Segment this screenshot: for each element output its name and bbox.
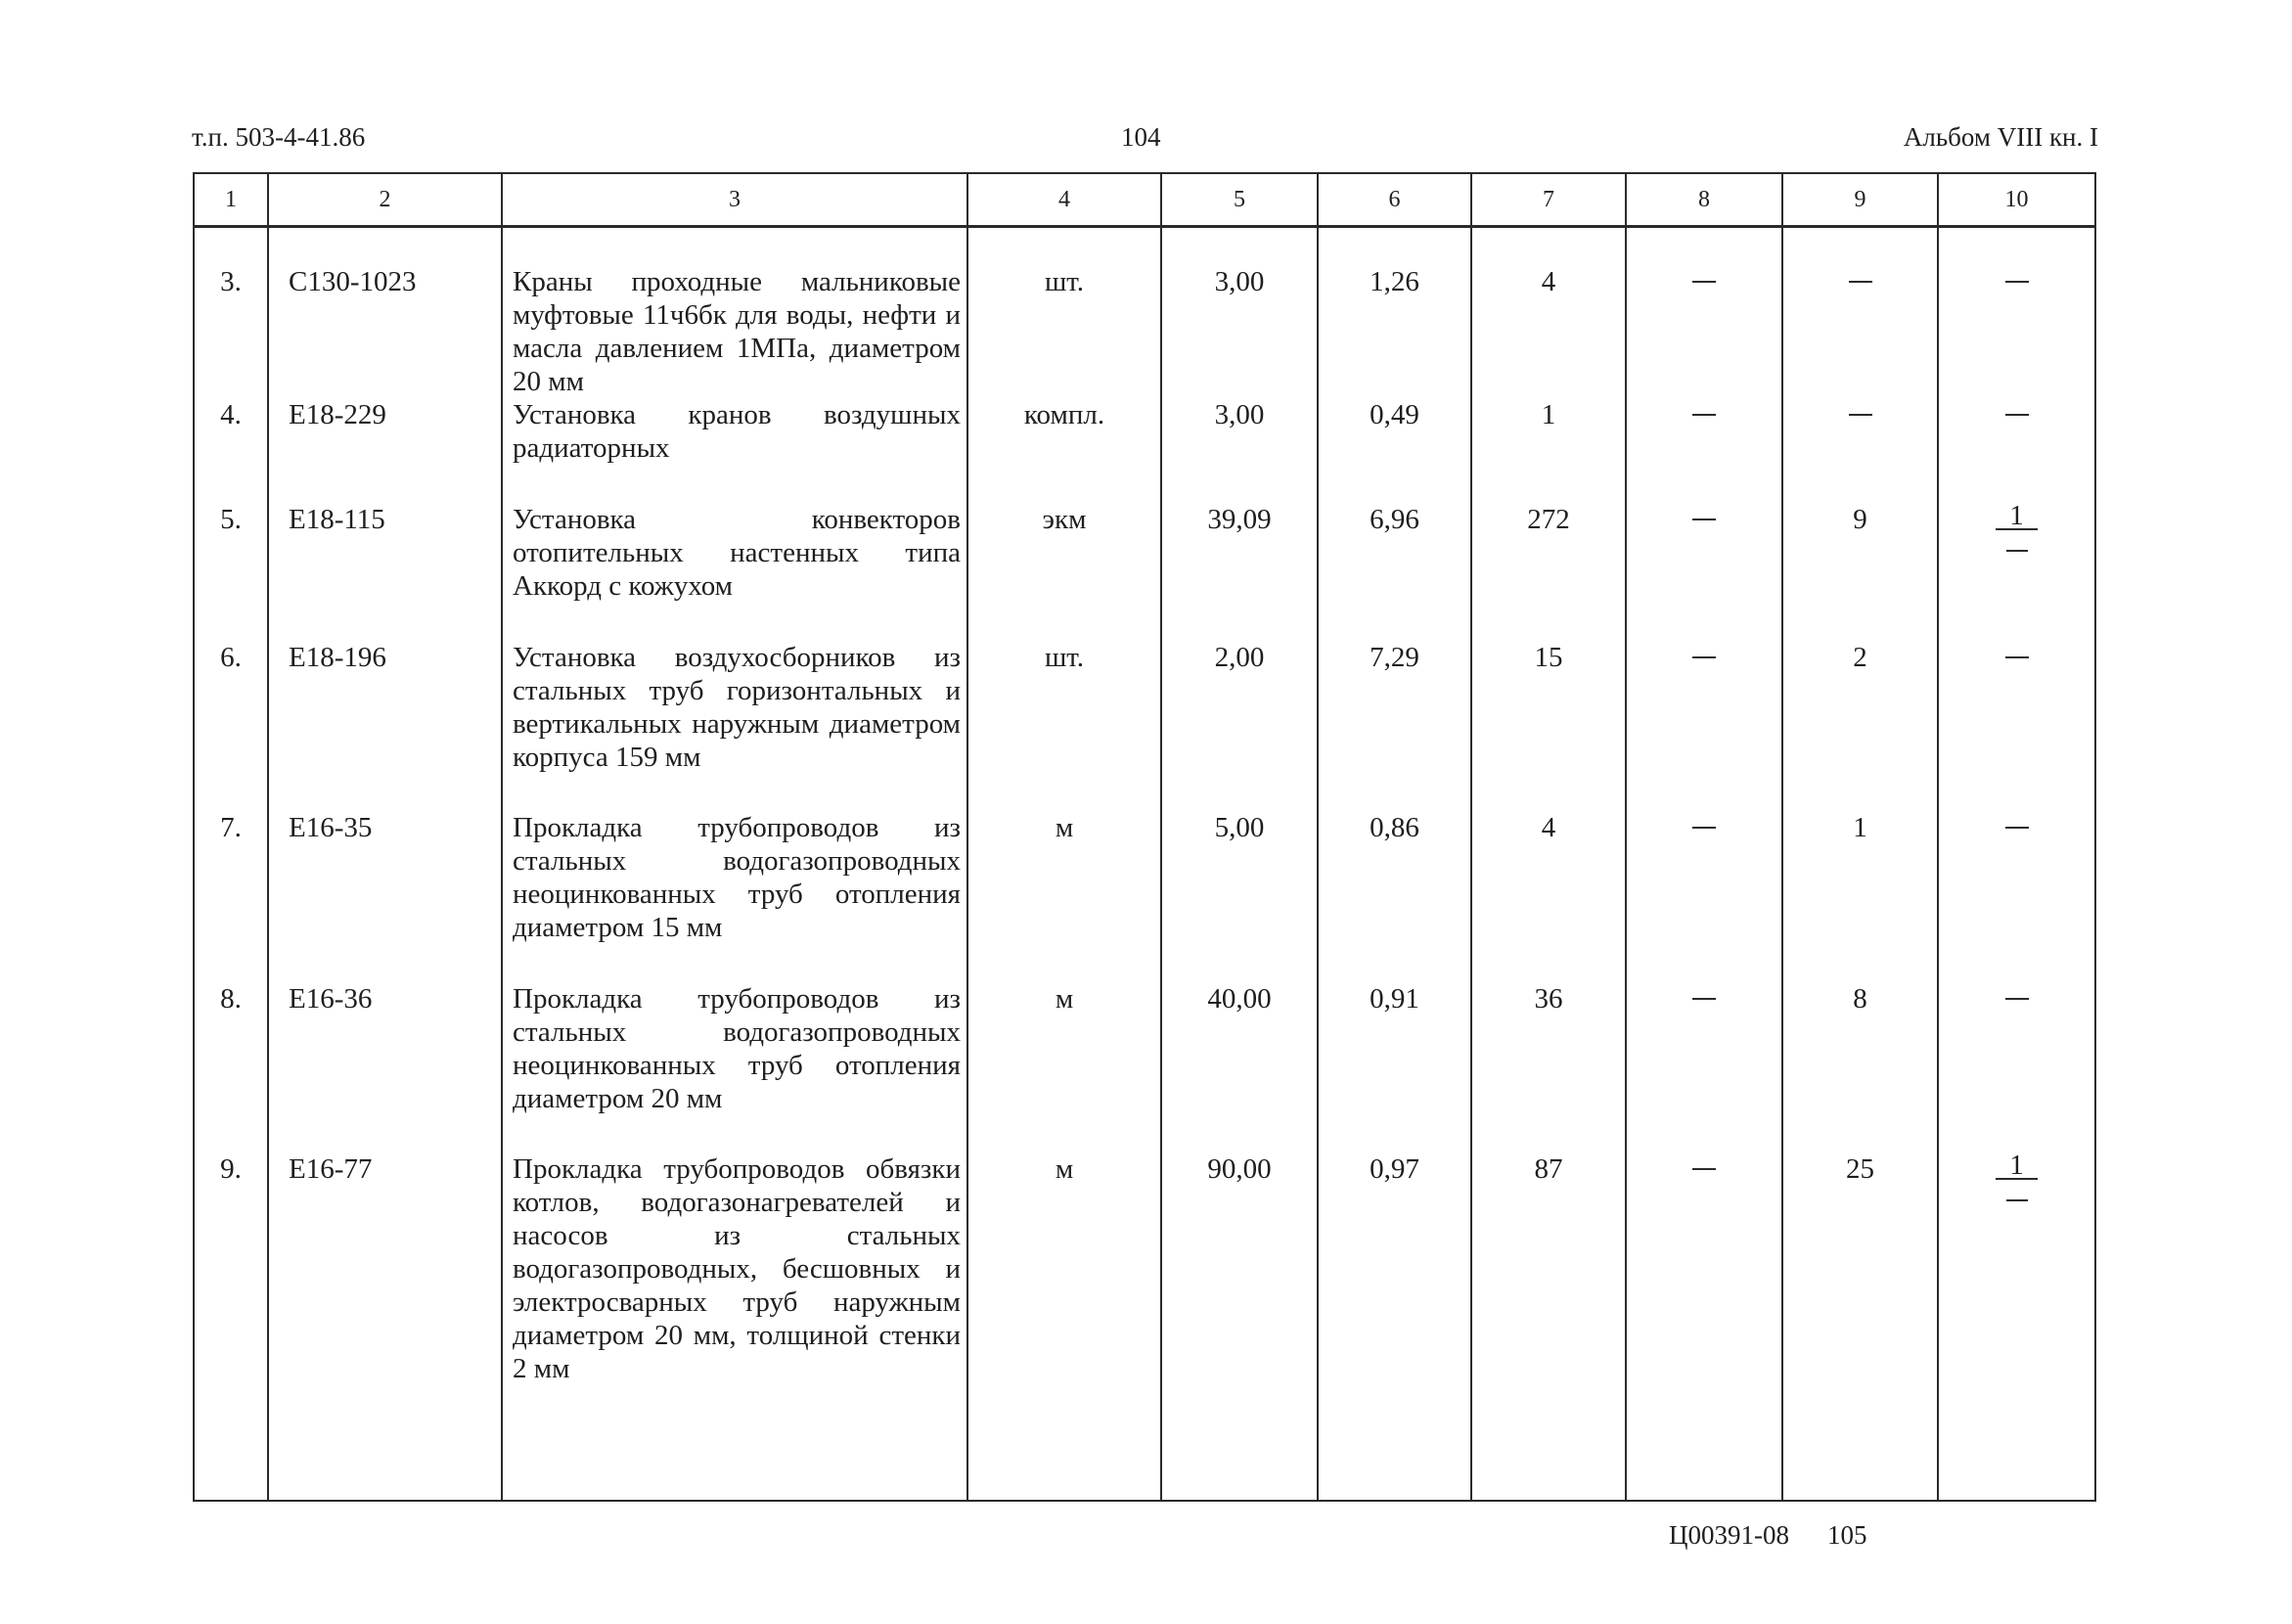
cell-value: 272 <box>1471 503 1626 641</box>
table-row <box>194 398 2095 503</box>
dash-cell <box>1938 982 2095 1152</box>
unit: компл. <box>967 398 1161 503</box>
dash-cell <box>1626 227 1782 399</box>
cell-value: 0,49 <box>1318 398 1471 503</box>
cell-value: 36 <box>1471 982 1626 1152</box>
estimate-table <box>193 172 2096 1502</box>
work-description: Прокладка трубопроводов из стальных водогазопроводных неоцинкованных труб отопления диаметром 20 мм <box>502 982 967 1152</box>
unit: экм <box>967 503 1161 641</box>
dash-mark <box>1849 414 1872 416</box>
dash-cell <box>1938 227 2095 399</box>
dash-cell <box>1626 398 1782 503</box>
dash-mark <box>1692 1168 1716 1170</box>
rate-code: Е16-36 <box>268 982 502 1152</box>
cell-value: 4 <box>1471 227 1626 399</box>
dash-mark <box>2005 414 2029 416</box>
rate-code: С130-1023 <box>268 227 502 399</box>
dash-mark <box>1692 414 1716 416</box>
album-label: Альбом VIII кн. I <box>1903 122 2098 152</box>
dash-mark <box>1849 281 1872 283</box>
cell-value: 9 <box>1782 503 1938 641</box>
fraction-numerator: 1 <box>1996 1152 2038 1180</box>
table-row <box>194 641 2095 811</box>
rate-code: Е16-77 <box>268 1152 502 1501</box>
table-row <box>194 1152 2095 1501</box>
row-number: 5. <box>194 503 268 641</box>
cell-value: 3,00 <box>1161 398 1318 503</box>
dash-cell <box>1626 503 1782 641</box>
dash-mark <box>1692 656 1716 658</box>
dash-cell <box>1938 398 2095 503</box>
dash-mark <box>2005 656 2029 658</box>
document-code: т.п. 503-4-41.86 <box>192 122 366 152</box>
dash-cell <box>1782 227 1938 399</box>
column-header: 4 <box>967 173 1161 227</box>
column-header: 7 <box>1471 173 1626 227</box>
column-header: 5 <box>1161 173 1318 227</box>
cell-value: 15 <box>1471 641 1626 811</box>
dash-mark <box>1692 281 1716 283</box>
unit: шт. <box>967 641 1161 811</box>
cell-value: 6,96 <box>1318 503 1471 641</box>
rate-code: Е18-115 <box>268 503 502 641</box>
fraction-numerator: 1 <box>1996 503 2038 530</box>
column-header: 3 <box>502 173 967 227</box>
table-row <box>194 227 2095 399</box>
unit: шт. <box>967 227 1161 399</box>
dash-cell <box>1626 1152 1782 1501</box>
cell-value: 5,00 <box>1161 811 1318 982</box>
cell-value: 40,00 <box>1161 982 1318 1152</box>
work-description: Установка воздухосборников из стальных труб горизонтальных и вертикальных наружным диаметром корпуса 159 мм <box>502 641 967 811</box>
unit: м <box>967 811 1161 982</box>
cell-value: 1,26 <box>1318 227 1471 399</box>
rate-code: Е18-196 <box>268 641 502 811</box>
dash-cell <box>1782 398 1938 503</box>
page-number: 104 <box>1121 122 1161 152</box>
unit: м <box>967 1152 1161 1501</box>
dash-cell <box>1938 641 2095 811</box>
cell-value: 2 <box>1782 641 1938 811</box>
column-header: 2 <box>268 173 502 227</box>
rate-code: Е18-229 <box>268 398 502 503</box>
cell-value: 1 <box>1782 811 1938 982</box>
row-number: 3. <box>194 227 268 399</box>
sheet-code: Ц00391-08 <box>1669 1520 1789 1550</box>
row-number: 9. <box>194 1152 268 1501</box>
unit: м <box>967 982 1161 1152</box>
dash-mark <box>1692 827 1716 829</box>
cell-value: 1 <box>1471 398 1626 503</box>
work-description: Установка конвекторов отопительных настенных типа Аккорд с кожухом <box>502 503 967 641</box>
cell-value: 39,09 <box>1161 503 1318 641</box>
fraction <box>1996 500 2038 556</box>
dash-mark <box>2005 827 2029 829</box>
cell-value: 7,29 <box>1318 641 1471 811</box>
dash-mark <box>2006 550 2028 552</box>
cell-value: 2,00 <box>1161 641 1318 811</box>
row-number: 4. <box>194 398 268 503</box>
dash-cell <box>1938 811 2095 982</box>
cell-value: 0,97 <box>1318 1152 1471 1501</box>
column-number-row <box>194 173 2095 227</box>
cell-value: 3,00 <box>1161 227 1318 399</box>
dash-mark <box>2005 998 2029 1000</box>
cell-value: 25 <box>1782 1152 1938 1501</box>
dash-mark <box>2006 1199 2028 1201</box>
column-header: 6 <box>1318 173 1471 227</box>
column-header: 9 <box>1782 173 1938 227</box>
dash-mark <box>1692 998 1716 1000</box>
table-row <box>194 503 2095 641</box>
sheet-page-number: 105 <box>1827 1520 1867 1550</box>
dash-cell <box>1626 641 1782 811</box>
dash-mark <box>2005 281 2029 283</box>
fraction-denominator <box>1996 1180 2038 1205</box>
rate-code: Е16-35 <box>268 811 502 982</box>
cell-value: 0,91 <box>1318 982 1471 1152</box>
cell-value: 8 <box>1782 982 1938 1152</box>
column-header: 10 <box>1938 173 2095 227</box>
dash-cell <box>1626 982 1782 1152</box>
cell-value: 90,00 <box>1161 1152 1318 1501</box>
dash-mark <box>1692 519 1716 520</box>
work-description: Прокладка трубопроводов из стальных водогазопроводных неоцинкованных труб отопления диаметром 15 мм <box>502 811 967 982</box>
fraction-cell <box>1938 1152 2095 1501</box>
dash-cell <box>1626 811 1782 982</box>
fraction-denominator <box>1996 530 2038 556</box>
row-number: 6. <box>194 641 268 811</box>
table-row <box>194 982 2095 1152</box>
work-description: Краны проходные мальниковые муфтовые 11ч6бк для воды, нефти и масла давлением 1МПа, диаметром 20 мм <box>502 227 967 399</box>
cell-value: 87 <box>1471 1152 1626 1501</box>
fraction <box>1996 1152 2038 1205</box>
cell-value: 4 <box>1471 811 1626 982</box>
column-header: 1 <box>194 173 268 227</box>
table-row <box>194 811 2095 982</box>
work-description: Установка кранов воздушных радиаторных <box>502 398 967 503</box>
fraction-cell <box>1938 500 2095 641</box>
cell-value: 0,86 <box>1318 811 1471 982</box>
row-number: 8. <box>194 982 268 1152</box>
column-header: 8 <box>1626 173 1782 227</box>
work-description: Прокладка трубопроводов обвязки котлов, водогазонагревателей и насосов из стальных водогазопроводных, бесшовных и электросварных труб наружным диаметром 20 мм, толщиной стенки 2 мм <box>502 1152 967 1501</box>
row-number: 7. <box>194 811 268 982</box>
